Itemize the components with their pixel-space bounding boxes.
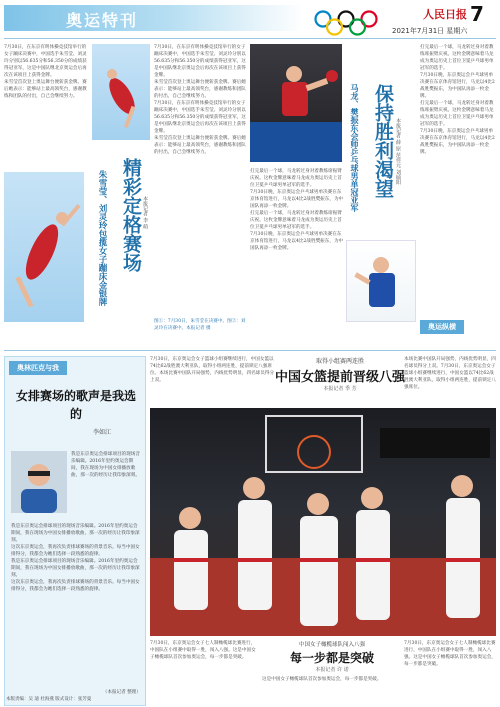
sidebar-body-b: 我是东京奥运会排球项目的现场音乐编辑。2016年里约奥运会期间，我在现场为中国女排播放歌曲，那一次的经历让我印象深刻。 这次东京奥运会，我再次负责排球赛场的背景音乐。每当中国女排得分，我都会为她们选择一段熟悉的旋律。 我是东京奥运会排球项目的现场音乐编辑。2016年里约奥运会期间，我在现场为中国女排播放歌曲，那一次的经历让我印象深刻。 这次东京奥运会，我再次负责排球赛场的背景音乐。每当中国女排得分，我都会为她们选择一段熟悉的旋律。 — [11, 524, 140, 592]
author-portrait — [11, 451, 67, 513]
sidebar-author: 李如江 — [93, 429, 112, 436]
article1-body-b: 7月30日，在东京有明体操竞技馆举行的女子蹦床决赛中，中国选手朱雪莹、刘灵玲分别以56.635分和56.350分的成绩获得冠亚军，这是中国队继北京奥运会后再次在该项目上获得金牌。 朱雪莹首次登上奥运舞台便斩获金牌。赛后她表示：能够站上最高领奖台，感谢教练和团队的付出，自己会继续努力。 7月30日，在东京有明体操竞技馆举行的女子蹦床决赛中，中国选手朱雪莹、刘灵玲分别以56.635分和56.350分的成绩获得冠亚军，这是中国队继北京奥运会后再次在该项目上获得金牌。 朱雪莹首次登上奥运舞台便斩获金牌。赛后她表示：能够站上最高领奖台，感谢教练和团队的付出，自己会继续努力。 — [154, 45, 246, 155]
article4-byline: 本报记者 许 诺 — [315, 667, 349, 673]
header-divider — [4, 38, 496, 39]
article3-kicker: 取得小组赛两连胜 — [315, 358, 364, 365]
section-tag-olympic-review: 奥运纵横 — [420, 320, 464, 334]
sidebar-olympics-and-me — [4, 356, 146, 706]
article4-body-b: 这是中国女子橄榄球队首次参加奥运会，每一步都是突破。 — [262, 677, 382, 682]
article4-kicker: 中国女子橄榄球队闯入八强 — [298, 642, 365, 648]
article4-body-c: 7月30日，东京奥运会女子七人制橄榄球比赛进行，中国队在小组赛中取得一胜，闯入八强。这是中国女子橄榄球队首次参加奥运会，每一步都是突破。 — [404, 641, 496, 667]
article3-body-b: 本场比赛中国队开局强势，内线优势明显，四名球员得分上双。7月30日，东京奥运会女子篮球小组赛继续进行，中国女篮以74比62战胜澳大利亚队，取得小组两连胜，提前锁定八强席位。 — [404, 357, 496, 390]
middle-divider — [4, 350, 496, 351]
photo-table-tennis-2 — [346, 240, 416, 322]
issue-date: 2021年7月31日 星期六 — [392, 27, 468, 35]
article1-caption: 图①：7月30日，朱雪莹在决赛中。图②：刘灵玲在决赛中。本报记者 摄 — [154, 319, 246, 331]
section-title: 奥运特刊 — [66, 11, 139, 30]
article1-subheadline: 朱雪莹、刘灵玲包揽女子蹦床金银牌 — [97, 170, 107, 306]
section-banner — [4, 5, 304, 31]
article2-body-b: 打完最后一个球，马龙转过身对着教练席振臂庆祝。这枚金牌意味着马龙成为奥运历史上首位卫冕乒乓球男单冠军的选手。 7月30日晚，东京奥运会乒乓球男单决赛在东京体育馆进行，马龙以4比2战胜樊振东，为中国队再添一枚金牌。 打完最后一个球，马龙转过身对着教练席振臂庆祝。这枚金牌意味着马龙成为奥运历史上首位卫冕乒乓球男单冠军的选手。 7月30日晚，东京奥运会乒乓球男单决赛在东京体育馆进行，马龙以4比2战胜樊振东，为中国队再添一枚金牌。 — [420, 45, 495, 155]
article2-headline: 保持胜利渴望 — [372, 84, 394, 198]
article2-body-a: 打完最后一个球，马龙转过身对着教练席振臂庆祝。这枚金牌意味着马龙成为奥运历史上首位卫冕乒乓球男单冠军的选手。 7月30日晚，东京奥运会乒乓球男单决赛在东京体育馆进行，马龙以4比2战胜樊振东，为中国队再添一枚金牌。 打完最后一个球，马龙转过身对着教练席振臂庆祝。这枚金牌意味着马龙成为奥运历史上首位卫冕乒乓球男单冠军的选手。 7月30日晚，东京奥运会乒乓球男单决赛在东京体育馆进行，马龙以4比2战胜樊振东，为中国队再添一枚金牌。 — [250, 169, 344, 251]
page-header — [0, 0, 500, 38]
article3-byline: 本报记者 季 芳 — [323, 386, 357, 392]
newspaper-logo: 人民日报 — [423, 8, 467, 21]
article1-byline: 本报记者 李 萌 — [142, 196, 148, 230]
sidebar-body-a: 我是东京奥运会排球项目的现场音乐编辑。2016年里约奥运会期间，我在现场为中国女排播放歌曲，那一次的经历让我印象深刻。 — [71, 452, 140, 478]
article3-headline: 中国女篮提前晋级八强 — [274, 370, 405, 385]
olympic-rings-icon — [313, 10, 379, 36]
photo-table-tennis-1 — [250, 44, 342, 162]
article3-body-lead: 7月30日，东京奥运会女子篮球小组赛继续进行，中国女篮以74比62战胜澳大利亚队，取得小组两连胜，提前锁定八强席位。本场比赛中国队开局强势，内线优势明显，四名球员得分上双。 — [150, 357, 275, 383]
photo-women-basketball-celebration — [150, 408, 496, 636]
article1-body-a: 7月30日，在东京有明体操竞技馆举行的女子蹦床决赛中，中国选手朱雪莹、刘灵玲分别以56.635分和56.350分的成绩获得冠亚军，这是中国队继北京奥运会后再次在该项目上获得金牌。 朱雪莹首次登上奥运舞台便斩获金牌。赛后她表示：能够站上最高领奖台，感谢教练和团队的付出，自己会继续努力。 — [4, 45, 87, 99]
photo-trampoline-1 — [92, 44, 150, 140]
article1-headline: 精彩定格赛场 — [120, 158, 142, 272]
article4-headline: 每一步都是突破 — [289, 651, 374, 665]
article2-subheadline: 马龙、樊振东会师乒乓球男单冠亚军 — [350, 84, 360, 212]
article2-byline: 本报记者 薛 原 范佳元 刘硕阳 — [395, 118, 401, 185]
footer-credits: 本版责编：吴 迪 杜海燕 版式设计：张芳曼 — [6, 697, 92, 702]
page-number: 7 — [470, 2, 484, 26]
sidebar-footer: （本报记者 整理） — [102, 690, 141, 695]
article4-body-a: 7月30日，东京奥运会女子七人制橄榄球比赛进行，中国队在小组赛中取得一胜，闯入八强。这是中国女子橄榄球队首次参加奥运会，每一步都是突破。 — [150, 641, 256, 660]
photo-trampoline-2 — [4, 172, 84, 322]
sidebar-headline: 女排赛场的歌声是我选的 — [15, 389, 136, 421]
sidebar-tag: 奥林匹克与我 — [9, 361, 67, 375]
